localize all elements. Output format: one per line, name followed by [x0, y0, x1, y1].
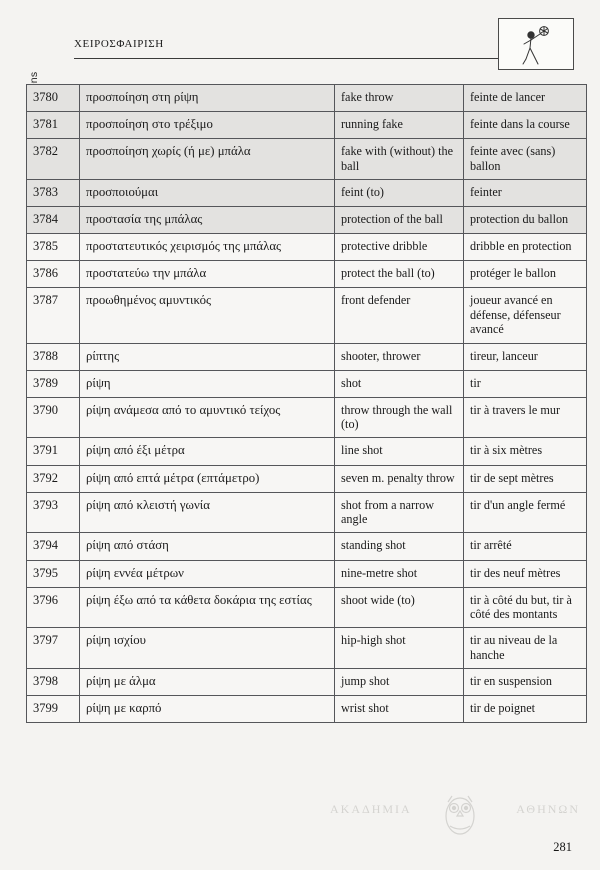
term-english: shot [335, 370, 464, 397]
term-greek: ρίψη με άλμα [80, 669, 335, 696]
term-english: line shot [335, 438, 464, 465]
term-greek: ρίψη από έξι μέτρα [80, 438, 335, 465]
term-french: tir au niveau de la hanche [464, 628, 587, 669]
table-row [27, 179, 587, 206]
term-greek: προστατευτικός χειρισμός της μπάλας [80, 234, 335, 261]
term-greek: ρίψη από κλειστή γωνία [80, 492, 335, 533]
header-title: ΧΕΙΡΟΣΦΑΙΡΙΣΗ [74, 38, 164, 50]
entry-number: 3791 [27, 438, 80, 465]
table-row [27, 438, 587, 465]
table-row [27, 397, 587, 438]
table-row [27, 112, 587, 139]
watermark-text-right: ΑΘΗΝΩΝ [516, 802, 580, 816]
entry-number: 3780 [27, 85, 80, 112]
table-row [27, 696, 587, 723]
table-row [27, 465, 587, 492]
term-greek: ρίψη ισχίου [80, 628, 335, 669]
table-row [27, 288, 587, 343]
term-greek: προστασία της μπάλας [80, 207, 335, 234]
table-row [27, 533, 587, 560]
table-row [27, 343, 587, 370]
term-french: tir arrêté [464, 533, 587, 560]
term-greek: ρίψη έξω από τα κάθετα δοκάρια της εστίας [80, 587, 335, 628]
term-greek: ρίψη ανάμεσα από το αμυντικό τείχος [80, 397, 335, 438]
entry-number: 3785 [27, 234, 80, 261]
term-french: tir en suspension [464, 669, 587, 696]
term-greek: προσποίηση χωρίς (ή με) μπάλα [80, 139, 335, 180]
glossary-table [26, 84, 587, 723]
term-french: feinte dans la course [464, 112, 587, 139]
entry-number: 3787 [27, 288, 80, 343]
term-greek: ρίπτης [80, 343, 335, 370]
table-row [27, 370, 587, 397]
term-french: feinte avec (sans) ballon [464, 139, 587, 180]
term-greek: ρίψη από στάση [80, 533, 335, 560]
term-english: front defender [335, 288, 464, 343]
term-english: hip-high shot [335, 628, 464, 669]
table-row [27, 669, 587, 696]
table-row [27, 560, 587, 587]
term-english: protect the ball (to) [335, 261, 464, 288]
term-french: feinter [464, 179, 587, 206]
term-french: tir à travers le mur [464, 397, 587, 438]
term-french: joueur avancé en défense, défenseur avancé [464, 288, 587, 343]
table-row [27, 261, 587, 288]
entry-number: 3798 [27, 669, 80, 696]
page-number: 281 [553, 840, 572, 854]
term-french: tir [464, 370, 587, 397]
term-french: tir à côté du but, tir à côté des montants [464, 587, 587, 628]
term-greek: ρίψη από επτά μέτρα (επτάμετρο) [80, 465, 335, 492]
entry-number: 3781 [27, 112, 80, 139]
term-english: protection of the ball [335, 207, 464, 234]
term-french: tir d'un angle fermé [464, 492, 587, 533]
term-english: shoot wide (to) [335, 587, 464, 628]
term-french: protection du ballon [464, 207, 587, 234]
glossary-table-body [27, 85, 587, 723]
owl-emblem-icon [430, 786, 490, 840]
term-french: protéger le ballon [464, 261, 587, 288]
term-french: tir à six mètres [464, 438, 587, 465]
term-english: seven m. penalty throw [335, 465, 464, 492]
table-row [27, 628, 587, 669]
term-greek: ρίψη [80, 370, 335, 397]
entry-number: 3790 [27, 397, 80, 438]
term-english: nine-metre shot [335, 560, 464, 587]
entry-number: 3797 [27, 628, 80, 669]
term-english: shot from a narrow angle [335, 492, 464, 533]
term-greek: προσποίηση στη ρίψη [80, 85, 335, 112]
term-french: feinte de lancer [464, 85, 587, 112]
entry-number: 3782 [27, 139, 80, 180]
term-greek: ρίψη με καρπό [80, 696, 335, 723]
term-english: throw through the wall (to) [335, 397, 464, 438]
term-english: wrist shot [335, 696, 464, 723]
term-french: dribble en protection [464, 234, 587, 261]
term-greek: προσποίηση στο τρέξιμο [80, 112, 335, 139]
term-english: feint (to) [335, 179, 464, 206]
entry-number: 3799 [27, 696, 80, 723]
entry-number: 3788 [27, 343, 80, 370]
entry-number: 3794 [27, 533, 80, 560]
entry-number: 3784 [27, 207, 80, 234]
entry-number: 3796 [27, 587, 80, 628]
table-row [27, 139, 587, 180]
watermark [330, 786, 580, 842]
term-english: protective dribble [335, 234, 464, 261]
term-french: tir de sept mètres [464, 465, 587, 492]
term-english: fake throw [335, 85, 464, 112]
term-greek: ρίψη εννέα μέτρων [80, 560, 335, 587]
entry-number: 3783 [27, 179, 80, 206]
term-greek: προωθημένος αμυντικός [80, 288, 335, 343]
term-french: tir de poignet [464, 696, 587, 723]
term-english: fake with (without) the ball [335, 139, 464, 180]
table-row [27, 234, 587, 261]
table-row [27, 587, 587, 628]
table-row [27, 207, 587, 234]
table-row [27, 85, 587, 112]
term-greek: προσποιούμαι [80, 179, 335, 206]
term-english: running fake [335, 112, 464, 139]
table-row [27, 492, 587, 533]
entry-number: 3795 [27, 560, 80, 587]
term-english: shooter, thrower [335, 343, 464, 370]
handball-pictogram-icon [498, 18, 574, 70]
entry-number: 3793 [27, 492, 80, 533]
term-french: tireur, lanceur [464, 343, 587, 370]
watermark-text-left: ΑΚΑΔΗΜΙΑ [330, 802, 412, 816]
term-english: standing shot [335, 533, 464, 560]
term-french: tir des neuf mètres [464, 560, 587, 587]
entry-number: 3789 [27, 370, 80, 397]
entry-number: 3792 [27, 465, 80, 492]
glossary-table-container [26, 84, 574, 723]
entry-number: 3786 [27, 261, 80, 288]
term-greek: προστατεύω την μπάλα [80, 261, 335, 288]
term-english: jump shot [335, 669, 464, 696]
